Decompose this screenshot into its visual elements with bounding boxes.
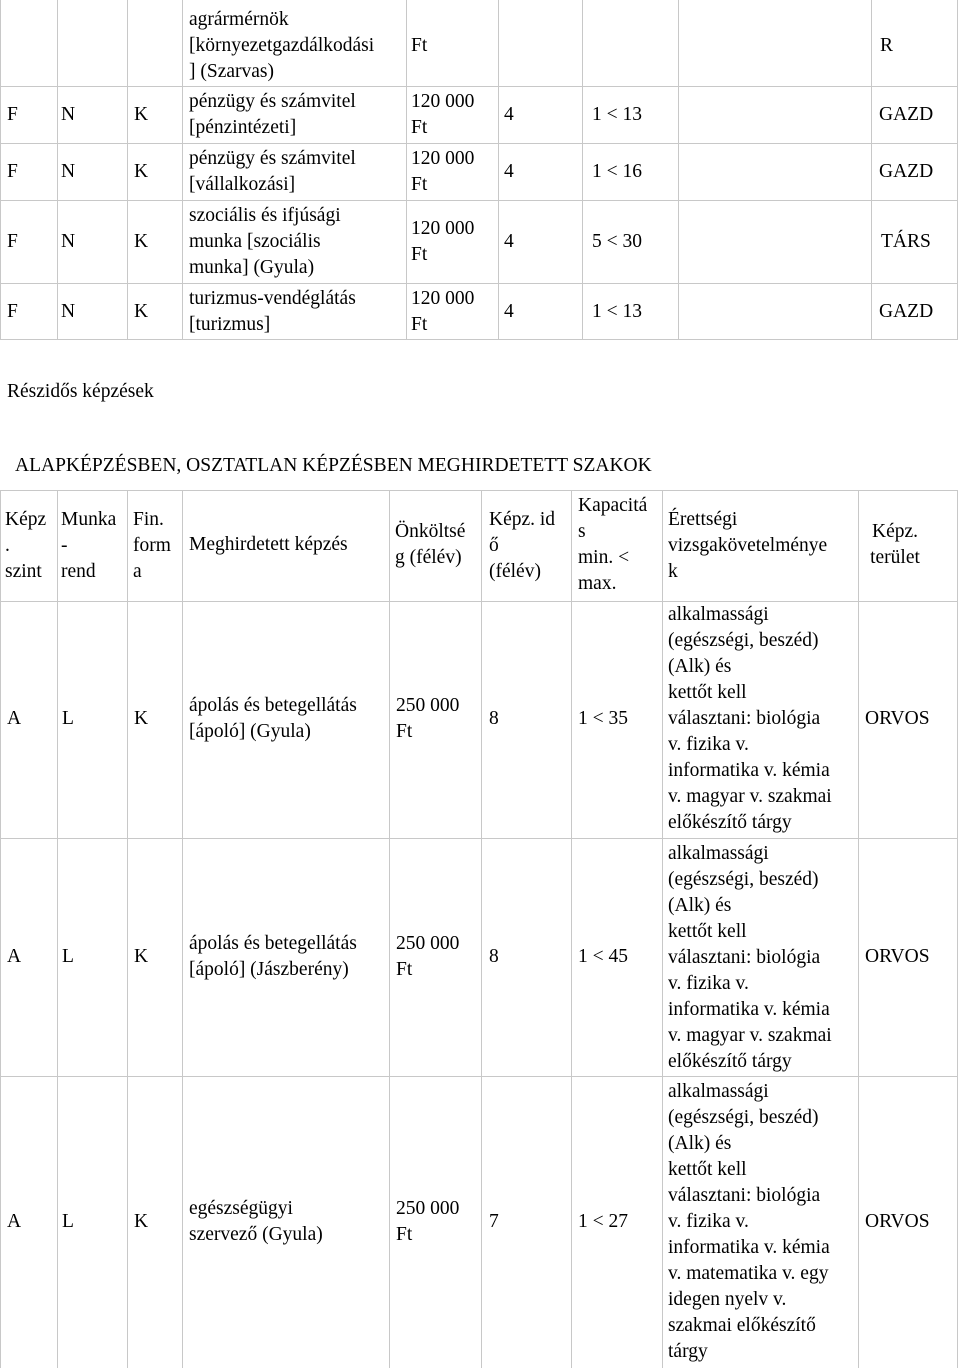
top-c1-cell: F (7, 161, 18, 182)
top-program-cell: pénzügy és számvitel [vállalkozási] (189, 148, 356, 195)
header-area: Képz. terület (870, 521, 920, 568)
top-fee-cell: 120 000 Ft (411, 218, 475, 265)
top-area-cell: GAZD (879, 104, 934, 125)
top-area-cell: R (880, 35, 894, 56)
row-capacity-cell: 1 < 27 (578, 1211, 628, 1232)
top-area-cell: GAZD (879, 301, 934, 322)
top-c3-cell: K (134, 104, 149, 125)
top-fee-cell: 120 000 Ft (411, 91, 475, 138)
row-program-cell: ápolás és betegellátás [ápoló] (Gyula) (189, 695, 357, 742)
row-area-cell: ORVOS (865, 708, 930, 729)
table-title: ALAPKÉPZÉSBEN, OSZTATLAN KÉPZÉSBEN MEGHIRDETETT SZAKOK (15, 455, 652, 476)
row-schedule-cell: L (62, 708, 74, 729)
row-level-cell: A (7, 946, 22, 967)
row-program-cell: egészségügyi szervező (Gyula) (189, 1198, 323, 1245)
top-c1-cell: F (7, 231, 18, 252)
section-title: Részidős képzések (7, 381, 154, 402)
top-cap-cell: 1 < 13 (592, 104, 642, 125)
header-level: Képz . szint (5, 509, 47, 582)
row-fee-cell: 250 000 Ft (396, 1198, 460, 1245)
top-c1-cell: F (7, 104, 18, 125)
top-program-cell: szociális és ifjúsági munka [szociális munka] (Gyula) (189, 205, 341, 278)
row-requirement-cell: alkalmassági (egészségi, beszéd) (Alk) és kettőt kell választani: biológia v. fizika v. informatika v. kémia v. matematika v. egy idegen nyelv v. szakmai előkészítő tárgy (668, 1081, 830, 1362)
top-c2-cell: N (61, 231, 76, 252)
row-duration-cell: 7 (489, 1211, 499, 1232)
header-requirement: Érettségi vizsgakövetelménye k (668, 509, 828, 582)
top-program-cell: turizmus-vendéglátás [turizmus] (189, 288, 356, 335)
row-level-cell: A (7, 1211, 22, 1232)
row-fee-cell: 250 000 Ft (396, 695, 460, 742)
top-fee-cell: 120 000 Ft (411, 148, 475, 195)
top-fee-cell: 120 000 Ft (411, 288, 475, 335)
header-finance: Fin. form a (133, 509, 171, 582)
top-c2-cell: N (61, 104, 76, 125)
top-c2-cell: N (61, 161, 76, 182)
header-program: Meghirdetett képzés (189, 534, 348, 555)
top-program-cell: agrármérnök [környezetgazdálkodási ] (Szarvas) (189, 9, 375, 82)
row-capacity-cell: 1 < 35 (578, 708, 628, 729)
row-requirement-cell: alkalmassági (egészségi, beszéd) (Alk) és kettőt kell választani: biológia v. fizika v. informatika v. kémia v. magyar v. szakmai előkészítő tárgy (668, 843, 832, 1072)
row-area-cell: ORVOS (865, 946, 930, 967)
header-duration: Képz. id ő (félév) (489, 509, 556, 582)
row-fee-cell: 250 000 Ft (396, 933, 460, 980)
top-sem-cell: 4 (504, 104, 514, 125)
header-capacity: Kapacitá s min. < max. (578, 495, 648, 594)
top-area-cell: TÁRS (881, 231, 931, 252)
row-schedule-cell: L (62, 946, 74, 967)
top-c3-cell: K (134, 161, 149, 182)
top-sem-cell: 4 (504, 301, 514, 322)
top-c1-cell: F (7, 301, 18, 322)
top-fee-cell: Ft (411, 35, 428, 56)
top-cap-cell: 1 < 13 (592, 301, 642, 322)
row-duration-cell: 8 (489, 708, 499, 729)
top-program-cell: pénzügy és számvitel [pénzintézeti] (189, 91, 356, 138)
row-program-cell: ápolás és betegellátás [ápoló] (Jászberény) (189, 933, 357, 980)
row-area-cell: ORVOS (865, 1211, 930, 1232)
top-sem-cell: 4 (504, 231, 514, 252)
row-capacity-cell: 1 < 45 (578, 946, 628, 967)
row-schedule-cell: L (62, 1211, 74, 1232)
row-finance-cell: K (134, 946, 149, 967)
row-requirement-cell: alkalmassági (egészségi, beszéd) (Alk) és kettőt kell választani: biológia v. fizika v. informatika v. kémia v. magyar v. szakmai előkészítő tárgy (668, 604, 832, 833)
top-c3-cell: K (134, 301, 149, 322)
top-c2-cell: N (61, 301, 76, 322)
top-area-cell: GAZD (879, 161, 934, 182)
header-schedule: Munka - rend (61, 509, 117, 582)
row-level-cell: A (7, 708, 22, 729)
row-finance-cell: K (134, 1211, 149, 1232)
top-c3-cell: K (134, 231, 149, 252)
row-finance-cell: K (134, 708, 149, 729)
top-cap-cell: 5 < 30 (592, 231, 642, 252)
row-duration-cell: 8 (489, 946, 499, 967)
top-sem-cell: 4 (504, 161, 514, 182)
header-fee: Önköltsé g (félév) (395, 521, 466, 568)
top-cap-cell: 1 < 16 (592, 161, 642, 182)
